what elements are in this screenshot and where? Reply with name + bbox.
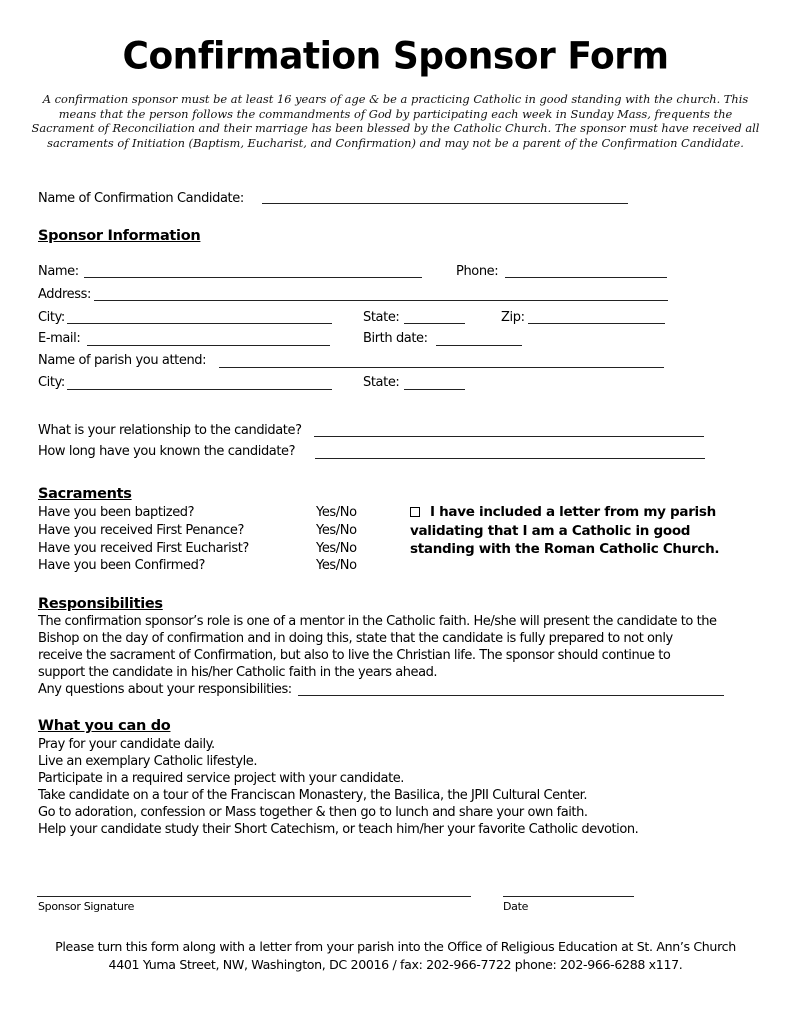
responsibilities-text: receive the sacrament of Confirmation, but also to live the Christian life. The sponsor should continue to	[38, 648, 671, 663]
letter-text-line: validating that I am a Catholic in good	[410, 523, 691, 539]
sponsor-name-label: Name:	[38, 264, 79, 279]
intro-paragraph: A confirmation sponsor must be at least 16 years of age & be a practicing Catholic in good standing with the church. This means that the person follows the commandments of God by participating each week in Sunday Mass, frequents the Sacrament of Reconciliation and their marriage has been blessed by the Catholic Church. The sponsor must have received all sacraments of Initiation (Baptism, Eucharist, and Confirmation) and may not be a parent of the Confirmation Candidate.	[31, 92, 760, 150]
sacrament-answer[interactable]: Yes/No	[316, 523, 357, 538]
suggestion-item: Live an exemplary Catholic lifestyle.	[38, 754, 258, 769]
relationship-label: What is your relationship to the candidate?	[38, 423, 302, 438]
phone-label: Phone:	[456, 264, 499, 279]
sacrament-answer[interactable]: Yes/No	[316, 505, 357, 520]
sacrament-question: Have you received First Penance?	[38, 523, 245, 538]
city-label: City:	[38, 310, 65, 325]
phone-field[interactable]	[505, 277, 667, 278]
sacraments-heading: Sacraments	[38, 486, 132, 502]
questions-label: Any questions about your responsibilities:	[38, 682, 292, 697]
suggestion-item: Pray for your candidate daily.	[38, 737, 215, 752]
state-label: State:	[363, 310, 400, 325]
sacrament-answer[interactable]: Yes/No	[316, 541, 357, 556]
suggestion-item: Participate in a required service project with your candidate.	[38, 771, 404, 786]
parish-label: Name of parish you attend:	[38, 353, 207, 368]
letter-text-line: standing with the Roman Catholic Church.	[410, 541, 720, 557]
parish-field[interactable]	[219, 367, 664, 368]
suggestion-item: Go to adoration, confession or Mass together & then go to lunch and share your own faith.	[38, 805, 588, 820]
footer-address: 4401 Yuma Street, NW, Washington, DC 20016 / fax: 202-966-7722 phone: 202-966-6288 x117.	[108, 957, 683, 972]
zip-label: Zip:	[501, 310, 525, 325]
email-label: E-mail:	[38, 331, 81, 346]
zip-field[interactable]	[528, 323, 665, 324]
responsibilities-text: The confirmation sponsor’s role is one of a mentor in the Catholic faith. He/she will present the candidate to the	[38, 614, 717, 629]
sponsor-name-field[interactable]	[84, 277, 422, 278]
form-title: Confirmation Sponsor Form	[122, 34, 669, 79]
sacrament-answer[interactable]: Yes/No	[316, 558, 357, 573]
questions-field[interactable]	[298, 695, 724, 696]
what-you-can-do-heading: What you can do	[38, 718, 171, 734]
known-duration-field[interactable]	[315, 458, 705, 459]
responsibilities-heading: Responsibilities	[38, 596, 163, 612]
sponsor-signature-field[interactable]	[37, 896, 471, 897]
birth-date-field[interactable]	[436, 345, 522, 346]
candidate-name-label: Name of Confirmation Candidate:	[38, 191, 244, 206]
letter-text-line: I have included a letter from my parish	[430, 504, 716, 520]
candidate-name-field[interactable]	[262, 203, 628, 204]
known-duration-label: How long have you known the candidate?	[38, 444, 296, 459]
date-label: Date	[503, 900, 529, 913]
sacrament-question: Have you been baptized?	[38, 505, 195, 520]
responsibilities-text: Bishop on the day of confirmation and in doing this, state that the candidate is fully prepared to not only	[38, 631, 673, 646]
parish-state-field[interactable]	[404, 389, 465, 390]
sacrament-question: Have you been Confirmed?	[38, 558, 205, 573]
sponsor-info-heading: Sponsor Information	[38, 228, 201, 244]
responsibilities-text: support the candidate in his/her Catholic faith in the years ahead.	[38, 665, 438, 680]
checkbox-icon[interactable]	[410, 507, 420, 517]
date-field[interactable]	[503, 896, 634, 897]
parish-state-label: State:	[363, 375, 400, 390]
sacrament-question: Have you received First Eucharist?	[38, 541, 249, 556]
state-field[interactable]	[404, 323, 465, 324]
footer-instructions: Please turn this form along with a letter from your parish into the Office of Religious Education at St. Ann’s Church	[55, 939, 736, 954]
parish-city-field[interactable]	[67, 389, 332, 390]
parish-city-label: City:	[38, 375, 65, 390]
suggestion-item: Take candidate on a tour of the Franciscan Monastery, the Basilica, the JPII Cultural Center.	[38, 788, 588, 803]
suggestion-item: Help your candidate study their Short Catechism, or teach him/her your favorite Catholic devotion.	[38, 822, 639, 837]
city-field[interactable]	[67, 323, 332, 324]
birth-date-label: Birth date:	[363, 331, 428, 346]
letter-checkbox-row[interactable]	[410, 504, 716, 520]
address-field[interactable]	[94, 300, 668, 301]
sponsor-signature-label: Sponsor Signature	[38, 900, 135, 913]
email-field[interactable]	[87, 345, 330, 346]
relationship-field[interactable]	[314, 436, 704, 437]
address-label: Address:	[38, 287, 91, 302]
